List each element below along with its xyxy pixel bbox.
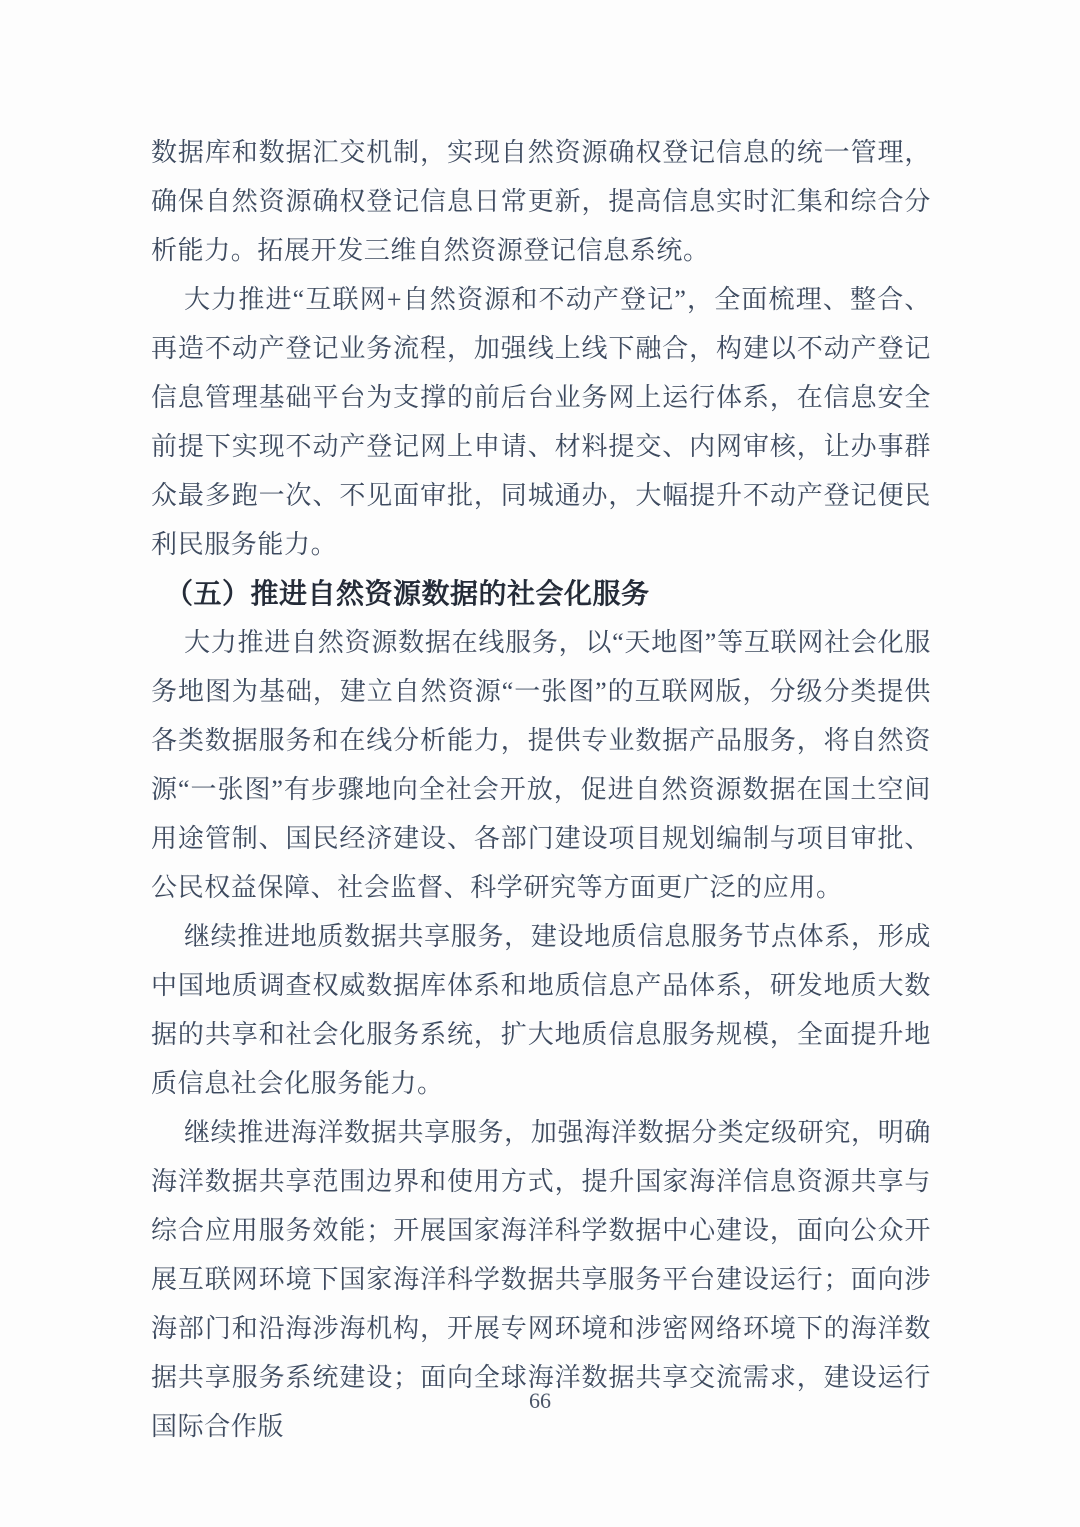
paragraph-online-data-service: 大力推进自然资源数据在线服务，以“天地图”等互联网社会化服务地图为基础，建立自然资源“一张图”的互联网版，分级分类提供各类数据服务和在线分析能力，提供专业数据产品服务，将自然资源“一张图”有步骤地向全社会开放，促进自然资源数据在国土空间用途管制、国民经济建设、各部门建设项目规划编制与项目审批、公民权益保障、社会监督、科学研究等方面更广泛的应用。 [151,628,931,902]
paragraph-internet-plus-registration: 大力推进“互联网+自然资源和不动产登记”，全面梳理、整合、再造不动产登记业务流程，加强线上线下融合，构建以不动产登记信息管理基础平台为支撑的前后台业务网上运行体系，在信息安全前提下实现不动产登记网上申请、材料提交、内网审核，让办事群众最多跑一次、不见面审批，同城通办，大幅提升不动产登记便民利民服务能力。 [151,285,931,559]
section-heading-five: （五）推进自然资源数据的社会化服务 [165,578,650,609]
paragraph-ocean-data-sharing: 继续推进海洋数据共享服务，加强海洋数据分类定级研究，明确海洋数据共享范围边界和使用方式，提升国家海洋信息资源共享与综合应用服务效能；开展国家海洋科学数据中心建设，面向公众开展互联网环境下国家海洋科学数据共享服务平台建设运行；面向涉海部门和沿海涉海机构，开展专网环境和涉密网络环境下的海洋数据共享服务系统建设；面向全球海洋数据共享交流需求，建设运行国际合作版 [151,1118,931,1441]
paragraph-geological-data-sharing: 继续推进地质数据共享服务，建设地质信息服务节点体系，形成中国地质调查权威数据库体系和地质信息产品体系，研发地质大数据的共享和社会化服务系统，扩大地质信息服务规模，全面提升地质信息社会化服务能力。 [151,922,931,1098]
page-number: 66 [529,1388,551,1413]
paragraph-data-exchange-continuation: 数据库和数据汇交机制，实现自然资源确权登记信息的统一管理，确保自然资源确权登记信息日常更新，提高信息实时汇集和综合分析能力。拓展开发三维自然资源登记信息系统。 [151,138,931,265]
page-content [151,128,931,1451]
